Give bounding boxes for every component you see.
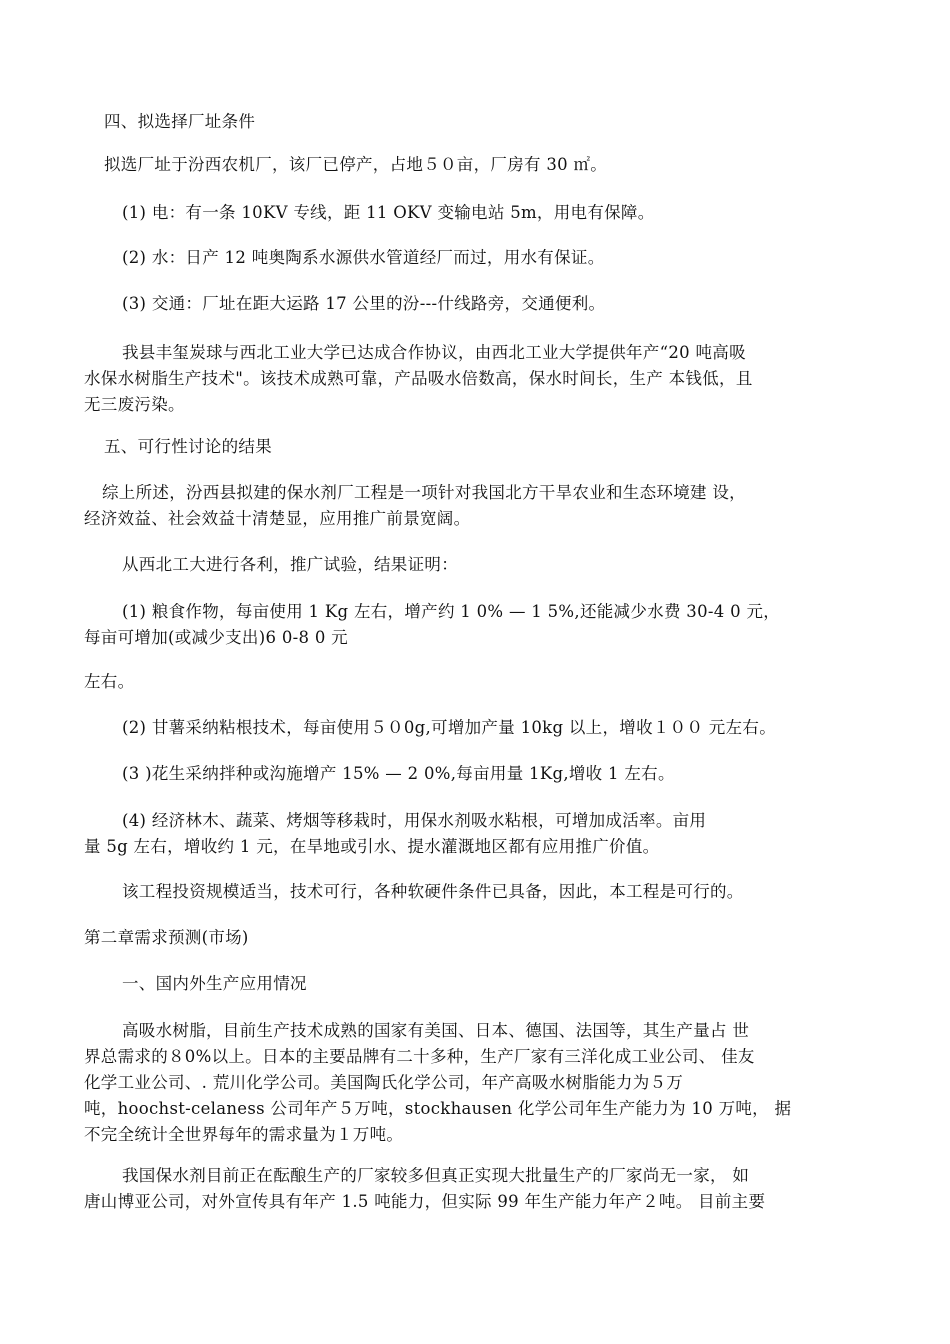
chapter-2-heading: 第二章需求预测(市场) bbox=[84, 928, 249, 947]
section-5-heading: 五、可行性讨论的结果 bbox=[104, 437, 272, 456]
trial-item-4 bbox=[84, 808, 819, 860]
summary-paragraph-line: 经济效益、社会效益十清楚显，应用推广前景宽阔。 bbox=[84, 509, 471, 528]
china-production-line: 唐山博亚公司，对外宣传具有年产 1.5 吨能力，但实际 99 年生产能力年产２吨。 目前主要 bbox=[84, 1192, 766, 1211]
china-production-line: 我国保水剂目前正在酝酿生产的厂家较多但真正实现大批量生产的厂家尚无一家， 如 bbox=[122, 1166, 750, 1185]
china-production-paragraph bbox=[84, 1163, 819, 1215]
world-production-line: 吨，hoochst-celaness 公司年产５万吨，stockhausen 化学公司年生产能力为 10 万吨， 据 bbox=[84, 1099, 792, 1118]
traffic-item: (3) 交通：厂址在距大运路 17 公里的汾---什线路旁，交通便利。 bbox=[122, 294, 606, 313]
world-production-line: 高吸水树脂，目前生产技术成熟的国家有美国、日本、德国、法国等，其生产量占 世 bbox=[122, 1021, 750, 1040]
trial-item-4-line: 量 5g 左右，增收约 1 元，在旱地或引水、提水灌溉地区都有应用推广价值。 bbox=[84, 837, 660, 856]
technology-paragraph bbox=[84, 340, 819, 418]
trial-item-1-tail: 左右。 bbox=[84, 672, 135, 691]
trial-item-1-line: 每亩可增加(或减少支出)6 0-8 0 元 bbox=[84, 628, 348, 647]
trial-intro: 从西北工大进行各利，推广试验，结果证明： bbox=[122, 555, 458, 574]
summary-paragraph-line: 综上所述，汾西县拟建的保水剂厂工程是一项针对我国北方干旱农业和生态环境建 设， bbox=[102, 483, 746, 502]
world-production-line: 界总需求的８0%以上。日本的主要品牌有二十多种，生产厂家有三洋化成工业公司、 佳友 bbox=[84, 1047, 755, 1066]
technology-paragraph-line: 无三废污染。 bbox=[84, 395, 185, 414]
trial-item-4-line: (4) 经济林木、蔬菜、烤烟等移栽时，用保水剂吸水粘根，可增加成活率。亩用 bbox=[122, 811, 707, 830]
technology-paragraph-line: 水保水树脂生产技术"。该技术成熟可靠，产品吸水倍数高，保水时间长，生产 本钱低，且 bbox=[84, 369, 753, 388]
technology-paragraph-line: 我县丰玺炭球与西北工业大学已达成合作协议，由西北工业大学提供年产“20 吨高吸 bbox=[122, 343, 746, 362]
electricity-item: (1) 电：有一条 10KV 专线，距 11 OKV 变输电站 5m，用电有保障。 bbox=[122, 203, 655, 222]
trial-item-3: (3 )花生采纳拌种或沟施增产 15% — 2 0%,每亩用量 1Kg,增收 1 左右。 bbox=[122, 764, 675, 783]
chapter-2-section-1-heading: 一、国内外生产应用情况 bbox=[122, 974, 307, 993]
site-intro-paragraph: 拟选厂址于汾西农机厂，该厂已停产，占地５０亩，厂房有 30 ㎡。 bbox=[104, 155, 608, 174]
trial-item-1-line: (1) 粮食作物，每亩使用 1 Kg 左右，增产约 1 0% — 1 5%,还能减少水费 30-4 0 元， bbox=[122, 602, 781, 621]
trial-item-2: (2) 甘薯采纳粘根技术，每亩使用５０0g,可增加产量 10kg 以上，增收１００ 元左右。 bbox=[122, 718, 777, 737]
world-production-paragraph bbox=[84, 1018, 819, 1148]
trial-item-1 bbox=[84, 599, 819, 651]
world-production-line: 不完全统计全世界每年的需求量为１万吨。 bbox=[84, 1125, 404, 1144]
summary-paragraph bbox=[84, 480, 819, 532]
conclusion-paragraph: 该工程投资规模适当，技术可行，各种软硬件条件已具备，因此，本工程是可行的。 bbox=[122, 882, 744, 901]
water-item: (2) 水：日产 12 吨奥陶系水源供水管道经厂而过，用水有保证。 bbox=[122, 248, 605, 267]
world-production-line: 化学工业公司、. 荒川化学公司。美国陶氏化学公司，年产高吸水树脂能力为５万 bbox=[84, 1073, 684, 1092]
section-4-heading: 四、拟选择厂址条件 bbox=[104, 112, 256, 131]
